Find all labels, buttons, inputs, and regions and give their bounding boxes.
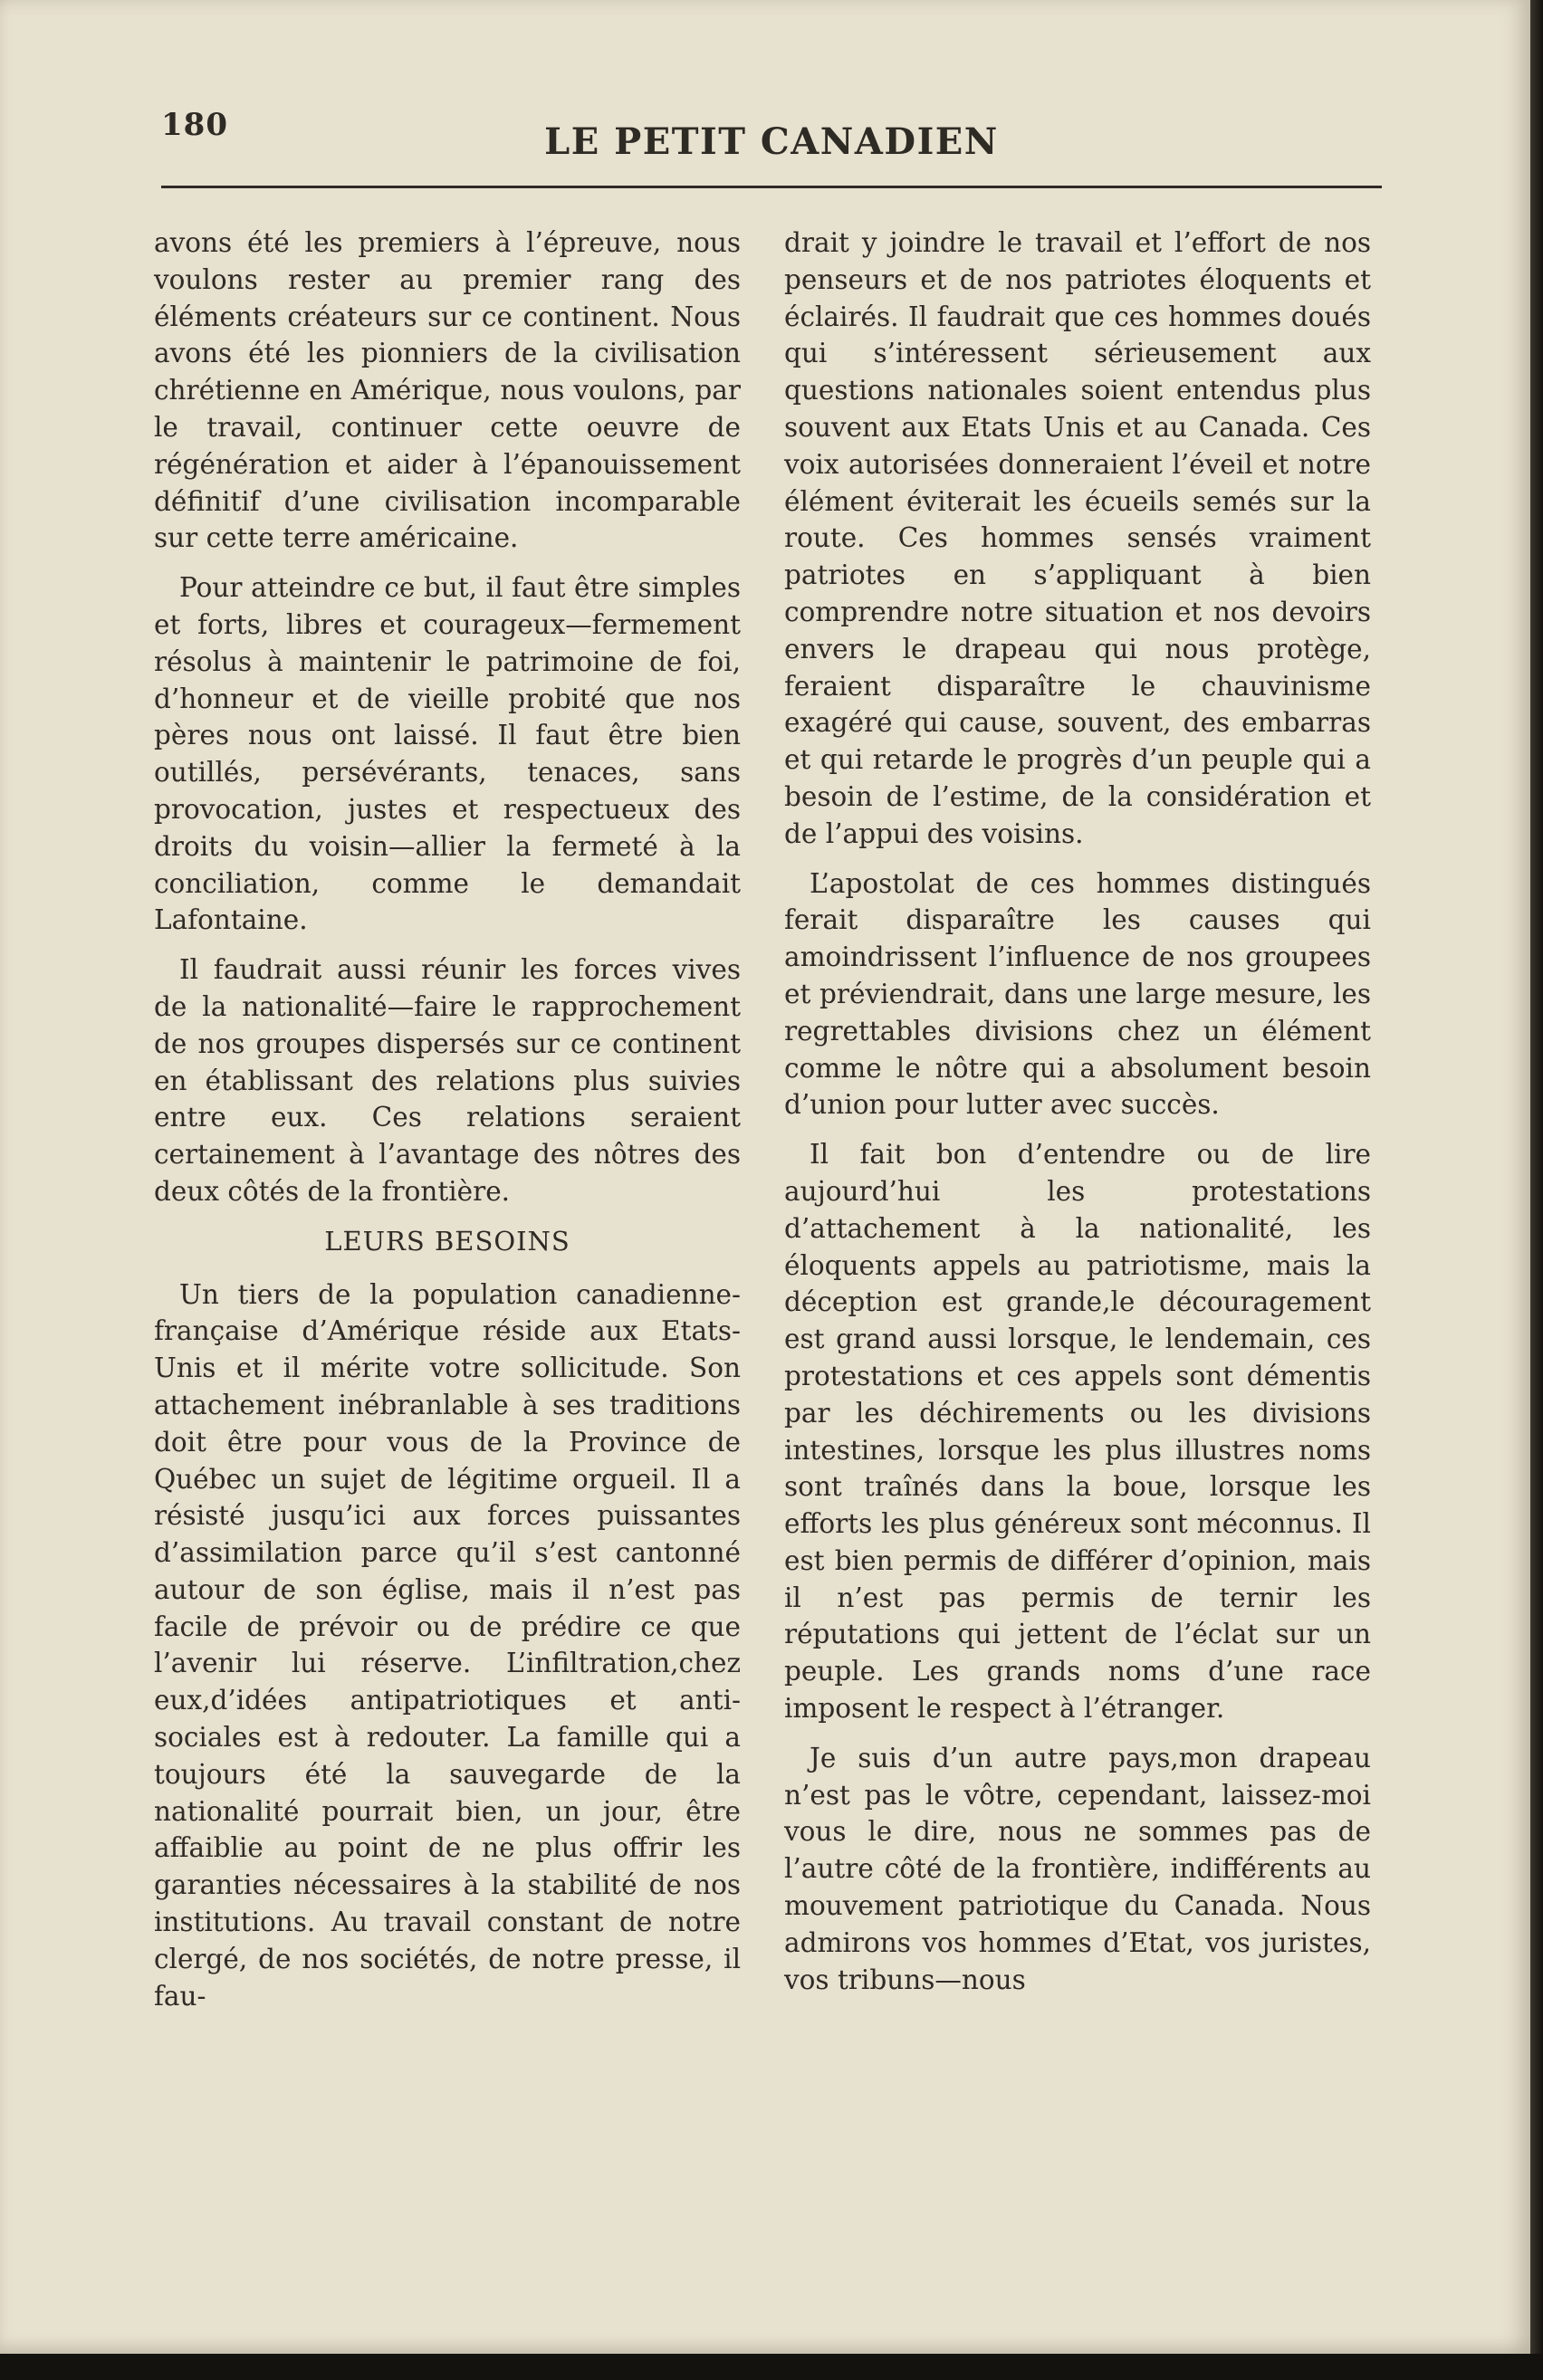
bottom-edge [0,2354,1543,2380]
left-paragraph-1: avons été les premiers à l’épreuve, nous voulons rester au premier rang des éléments créateurs sur ce continent. Nous avons été les pionniers de la civilisation chrétienne en Amérique, nous voulons, par le travail, continuer cette oeuvre de régénération et aider à l’épanouissement définitif d’une civilisation incomparable sur cette terre américaine. [154,227,741,554]
left-paragraph-4: Un tiers de la population canadienne-française d’Amérique réside aux Etats-Unis et il mérite votre sollicitude. Son attachement inébranlable à ses traditions doit être pour vous de la Province de Québec un sujet de légitime orgueil. Il a résisté jusqu’ici aux forces puissantes d’assimilation parce qu’il s’est cantonné autour de son église, mais il n’est pas facile de prévoir ou de prédire ce que l’avenir lui réserve. L’infiltration,chez eux,d’idées antipatriotiques et anti-sociales est à redouter. La famille qui a toujours été la sauvegarde de la nationalité pourrait bien, un jour, être affaiblie au point de ne plus offrir les garanties nécessaires à la stabilité de nos institutions. Au travail constant de notre clergé, de nos sociétés, de notre presse, il fau- [154,1278,741,2012]
right-paragraph-4: Je suis d’un autre pays,mon drapeau n’est pas le vôtre, cependant, laissez-moi vous le dire, nous ne sommes pas de l’autre côté de la frontière, indifférents au mouvement patriotique du Canada. Nous admirons vos hommes d’Etat, vos juristes, vos tribuns—nous [784,1742,1371,1995]
header-rule [161,186,1382,188]
book-spine-shadow [1530,0,1543,2380]
left-column [154,225,741,2027]
right-paragraph-3: Il fait bon d’entendre ou de lire aujourd’hui les protestations d’attachement à la nationalité, les éloquents appels au patriotisme, mais la déception est grande,le découragement est grand aussi lorsque, le lendemain, ces protestations et ces appels sont démentis par les déchirements ou les divisions intestines, lorsque les plus illustres noms sont traînés dans la boue, lorsque les efforts les plus généreux sont méconnus. Il est bien permis de différer d’opinion, mais il n’est pas permis de ternir les réputations qui jettent de l’éclat sur un peuple. Les grands noms d’une race imposent le respect à l’étranger. [784,1139,1371,1725]
running-title: LE PETIT CANADIEN [544,120,999,163]
right-column [784,225,1371,2011]
right-paragraph-2: L’apostolat de ces hommes distingués ferait disparaître les causes qui amoindrissent l’influence de nos groupees et préviendrait, dans une large mesure, les regrettables divisions chez un élément comme le nôtre qui a absolument besoin d’union pour lutter avec succès. [784,867,1371,1121]
left-paragraph-2: Pour atteindre ce but, il faut être simples et forts, libres et courageux—fermement résolus à maintenir le patrimoine de foi, d’honneur et de vieille probité que nos pères nous ont laissé. Il faut être bien outillés, persévérants, tenaces, sans provocation, justes et respectueux des droits du voisin—allier la fermeté à la conciliation, comme le demandait Lafontaine. [154,572,741,936]
left-paragraph-3: Il faudrait aussi réunir les forces vives de la nationalité—faire le rapprochement de nos groupes dispersés sur ce continent en établissant des relations plus suivies entre eux. Ces relations seraient certainement à l’avantage des nôtres des deux côtés de la frontière. [154,954,741,1207]
page-number: 180 [161,107,228,143]
right-paragraph-1: drait y joindre le travail et l’effort de nos penseurs et de nos patriotes éloquents et éclairés. Il faudrait que ces hommes doués qui s’intéressent sérieusement aux questions nationales soient entendus plus souvent aux Etats Unis et au Canada. Ces voix autorisées donneraient l’éveil et notre élément éviterait les écueils semés sur la route. Ces hommes sensés vraiment patriotes en s’appliquant à bien comprendre notre situation et nos devoirs envers le drapeau qui nous protège, feraient disparaître le chauvinisme exagéré qui cause, souvent, des embarras et qui retarde le progrès d’un peuple qui a besoin de l’estime, de la considération et de l’appui des voisins. [784,227,1371,849]
section-heading: LEURS BESOINS [324,1225,570,1257]
